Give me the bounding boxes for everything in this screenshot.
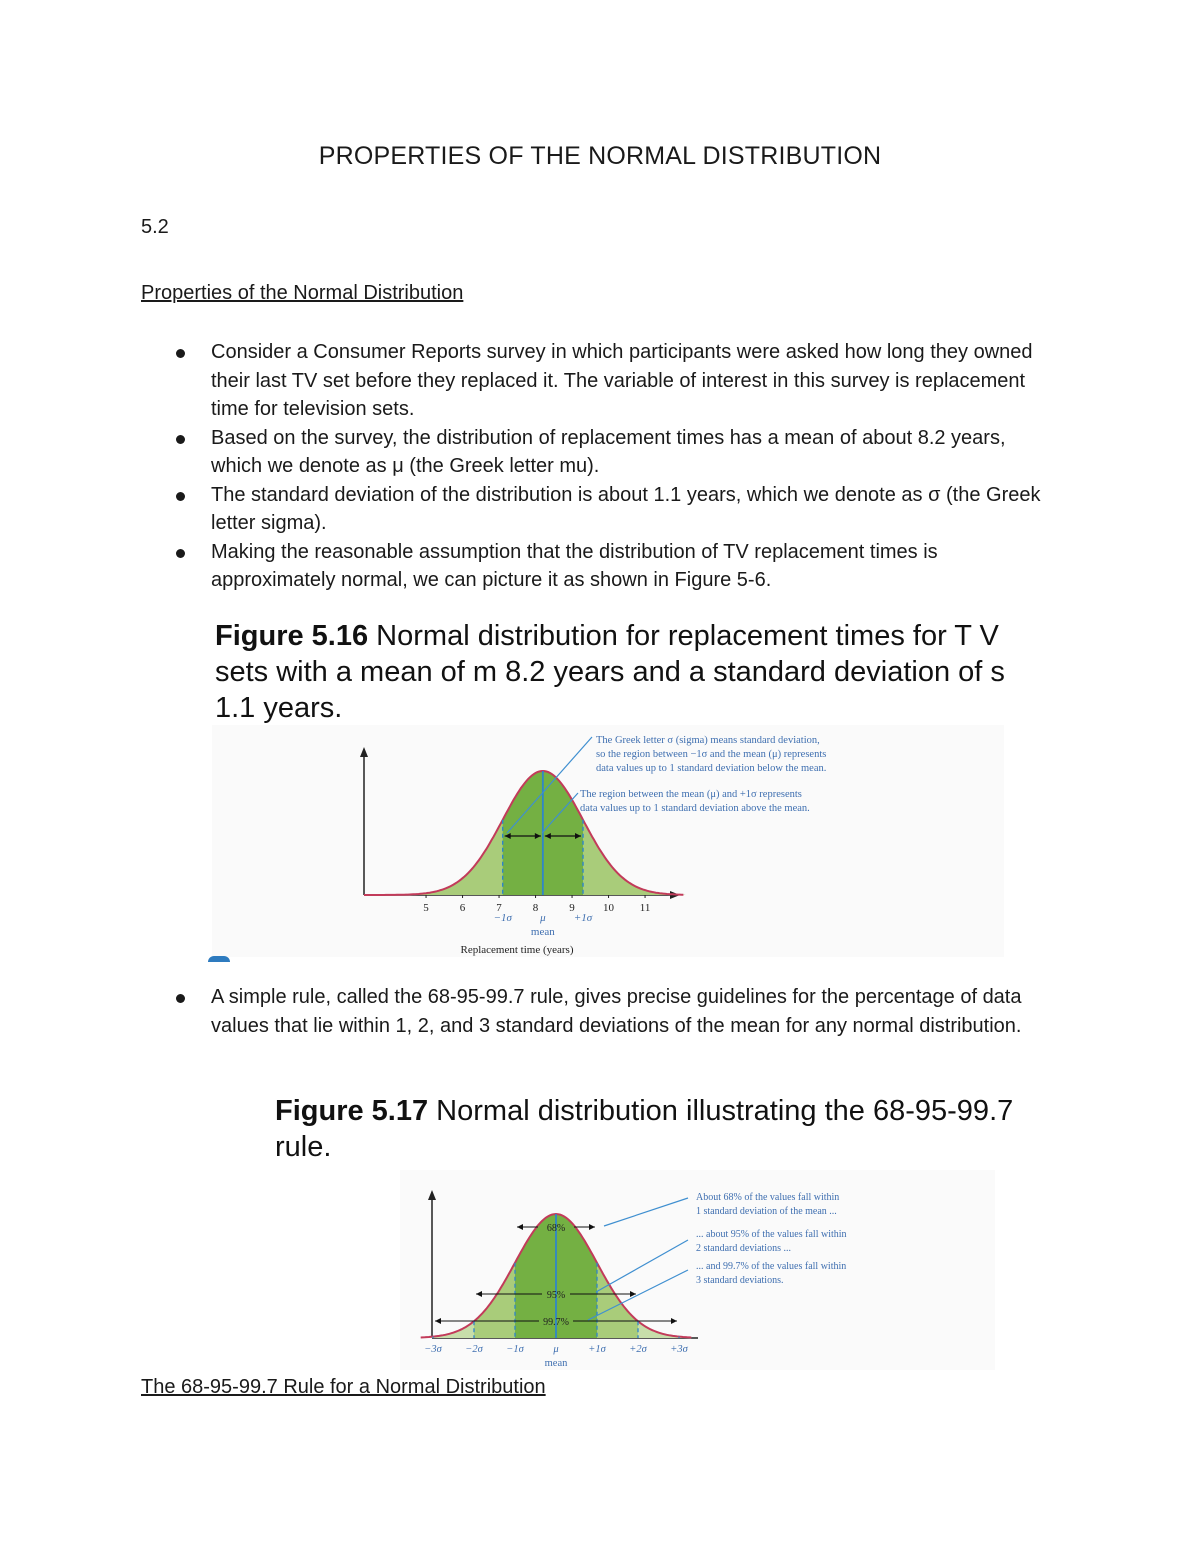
list-item-text: A simple rule, called the 68-95-99.7 rule, gives precise guidelines for the percentage of data values that lie within 1, 2, and 3 standard deviations of the mean for any normal distribution.: [211, 986, 1022, 1037]
bullet-list-2: [0, 983, 1200, 1040]
x-tick-label: 10: [603, 902, 615, 914]
x-tick-labels: [423, 902, 650, 914]
band-label-68: 68%: [546, 1223, 566, 1234]
y-axis-arrow-icon: [360, 747, 368, 757]
page-title: PROPERTIES OF THE NORMAL DISTRIBUTION: [318, 142, 882, 170]
x-tick-label: 6: [459, 902, 466, 914]
x-tick-label: +2σ: [629, 1344, 647, 1355]
annotation-3-line-2: 3 standard deviations.: [696, 1275, 784, 1286]
list-item: [0, 338, 1051, 424]
x-tick-label: 8: [532, 902, 539, 914]
list-item-text: Based on the survey, the distribution of replacement times has a mean of about 8.2 years, which we denote as μ (the Greek letter mu).: [211, 426, 1006, 477]
normal-curve-figure: [212, 725, 1004, 957]
bullet-icon: [176, 492, 185, 501]
sub-tick-label: +1σ: [573, 912, 593, 924]
annotation-leader-1: [604, 1198, 688, 1226]
list-item: [0, 983, 1051, 1040]
sub-tick-label: −1σ: [493, 912, 512, 924]
annotation-3-line-1: ... and 99.7% of the values fall within: [696, 1261, 847, 1272]
arrow-head-icon: [517, 1224, 523, 1230]
figure-caption-text: Normal distribution for replacement times for T V sets with a mean of m 8.2 years and a standard deviation of s 1.1 years.: [215, 620, 1005, 724]
list-item: [0, 481, 1051, 538]
annotation-1-line-2: so the region between −1σ and the mean (μ) represents: [596, 749, 827, 760]
mean-label: mean: [530, 926, 555, 938]
figure-label: Figure 5.16: [215, 620, 369, 652]
figure-5-16: [212, 725, 1004, 957]
x-tick-label: −3σ: [424, 1344, 442, 1355]
x-tick-label: 7: [496, 902, 502, 914]
figure-5-16-caption: [215, 618, 1015, 726]
arrow-head-icon: [435, 1318, 441, 1324]
bullet-icon: [176, 435, 185, 444]
annotation-2-line-2: data values up to 1 standard deviation above the mean.: [580, 803, 810, 814]
band-label-997: 99.7%: [543, 1317, 569, 1328]
figure-5-17-caption: [275, 1093, 1035, 1165]
figure-caption-text: Normal distribution illustrating the 68-95-99.7 rule.: [275, 1095, 1014, 1163]
bullet-icon: [176, 349, 185, 358]
annotation-2-line-2: 2 standard deviations ...: [696, 1243, 791, 1254]
mean-label: mean: [544, 1358, 568, 1369]
band-label-95: 95%: [546, 1290, 566, 1301]
x-tick-label: +1σ: [588, 1344, 606, 1355]
x-tick-label: 9: [569, 902, 575, 914]
annotation-2-line-1: ... about 95% of the values fall within: [696, 1229, 847, 1240]
x-tick-label: −2σ: [465, 1344, 483, 1355]
list-item: [0, 538, 1051, 595]
arrow-head-icon: [589, 1224, 595, 1230]
section-number: 5.2: [141, 216, 169, 238]
x-axis-label: Replacement time (years): [460, 944, 574, 956]
x-tick-label: 11: [639, 902, 651, 914]
bullet-icon: [176, 994, 185, 1003]
x-tick-label: 5: [423, 902, 429, 914]
section-subheading-2: The 68-95-99.7 Rule for a Normal Distribution: [141, 1376, 546, 1398]
figure-5-17: [400, 1170, 995, 1370]
annotation-1-line-1: About 68% of the values fall within: [696, 1192, 840, 1203]
figure-label: Figure 5.17: [275, 1095, 429, 1127]
sub-tick-label: μ: [540, 912, 546, 924]
rule-68-95-997-figure: [400, 1170, 995, 1370]
x-tick-label: +3σ: [670, 1344, 688, 1355]
section-subheading: Properties of the Normal Distribution: [141, 282, 464, 304]
x-tick-label: −1σ: [506, 1344, 524, 1355]
decorative-mark: [208, 956, 230, 962]
annotation-leader-2: [596, 1240, 688, 1292]
arrow-head-icon: [671, 1318, 677, 1324]
x-tick-label: μ: [553, 1344, 559, 1355]
y-axis-arrow-icon: [428, 1190, 436, 1200]
bullet-icon: [176, 549, 185, 558]
list-item-text: The standard deviation of the distribution is about 1.1 years, which we denote as σ (the Greek letter sigma).: [211, 483, 1041, 534]
arrow-head-icon: [476, 1291, 482, 1297]
annotation-2-line-1: The region between the mean (μ) and +1σ represents: [580, 789, 802, 800]
annotation-1-line-1: The Greek letter σ (sigma) means standard deviation,: [596, 735, 820, 746]
bullet-list-1: [0, 338, 1200, 595]
list-item-text: Making the reasonable assumption that the distribution of TV replacement times is approximately normal, we can picture it as shown in Figure 5-6.: [211, 540, 938, 591]
list-item: [0, 424, 1051, 481]
annotation-1-line-2: 1 standard deviation of the mean ...: [696, 1206, 837, 1217]
annotation-1-line-3: data values up to 1 standard deviation below the mean.: [596, 763, 827, 774]
list-item-text: Consider a Consumer Reports survey in which participants were asked how long they owned their last TV set before they replaced it. The variable of interest in this survey is replacement time for television sets.: [211, 341, 1033, 420]
